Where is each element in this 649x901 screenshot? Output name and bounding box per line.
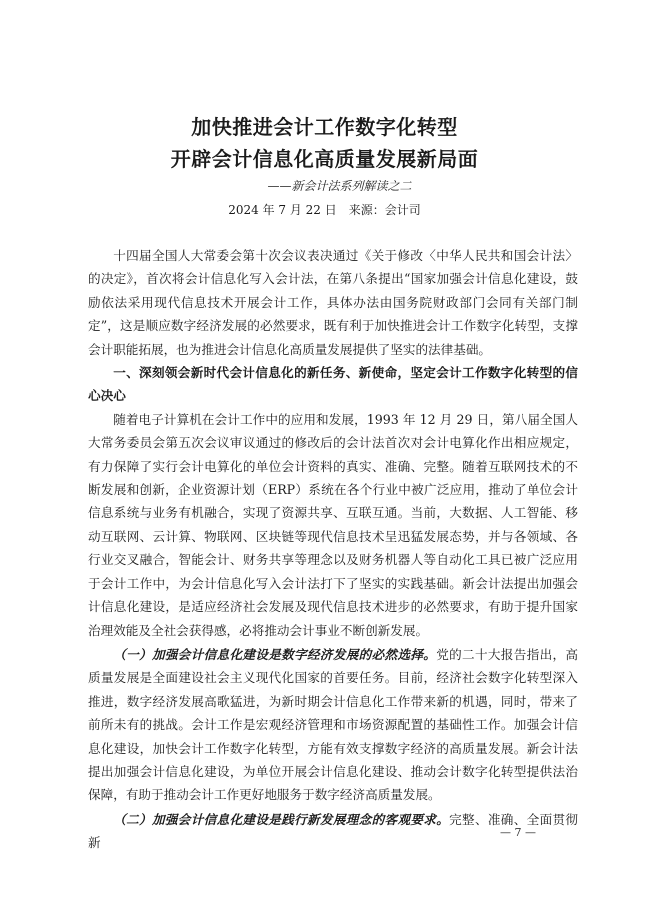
paragraph-text-2: 完整、准确、全面贯彻新 — [88, 811, 579, 851]
document-subtitle: ——新会计法系列解读之二 — [267, 179, 412, 193]
section-heading-1: 一、深刻领会新时代会计信息化的新任务、新使命，坚定会计工作数字化转型的信心决心 — [88, 365, 578, 404]
paragraph-text-1: 党的二十大报告指出，高质量发展是全面建设社会主义现代化国家的首要任务。目前，经济社会数字化转型深入推进，数字经济发展高歌猛进，为新时期会计信息化工作带来新的机遇，同时，带来了前所未有的挑战。会计工作是宏观经济管理和市场资源配置的基础性工作。加强会计信息化建设，加快会计工作数字化转型，方能有效支撑数字经济的高质量发展。新会计法提出加强会计信息化建设，为单位开展会计信息化建设、推动会计数字化转型提供法治保障，有助于推动会计工作更好地服务于数字经济高质量发展。 — [88, 646, 579, 803]
document-title-line-2: 开辟会计信息化高质量发展新局面 — [170, 147, 479, 171]
paragraph-lead-2: （二）加强会计信息化建设是践行新发展理念的客观要求。 — [113, 811, 450, 827]
document-title-line-1: 加快推进会计工作数字化转型 — [191, 115, 458, 139]
paragraph-lead-1: （一）加强会计信息化建设是数字经济发展的必然选择。 — [113, 646, 437, 662]
paragraph-intro: 十四届全国人大常委会第十次会议表决通过《关于修改〈中华人民共和国会计法〉的决定》，首次将会计信息化写入会计法，在第八条提出“国家加强会计信息化建设，鼓励依法采用现代信息技术开展会计工作，具体办法由国务院财政部门会同有关部门制定”，这是顺应数字经济发展的必然要求，既有利于加快推进会计工作数字化转型，支撑会计职能拓展，也为推进会计信息化高质量发展提供了坚实的法律基础。 — [88, 248, 578, 357]
paragraph-digital-economy — [88, 643, 578, 807]
paragraph-history: 随着电子计算机在会计工作中的应用和发展，1993 年 12 月 29 日，第八届全国人大常务委员会第五次会议审议通过的修改后的会计法首次对会计电算化作出相应规定，有力保障了实行会计电算化的单位会计资料的真实、准确、完整。随着互联网技术的不断发展和创新，企业资源计划（ERP）系统在各个行业中被广泛应用，推动了单位会计信息系统与业务有机融合，实现了资源共享、互联互通。当前，大数据、人工智能、移动互联网、云计算、物联网、区块链等现代信息技术呈迅猛发展态势，并与各领域、各行业交叉融合，智能会计、财务共享等理念以及财务机器人等自动化工具已被广泛应用于会计工作中，为会计信息化写入会计法打下了坚实的实践基础。新会计法提出加强会计信息化建设，是适应经济社会发展及现代信息技术进步的必然要求，有助于提升国家治理效能及全社会获得感，必将推动会计事业不断创新发展。 — [88, 411, 578, 638]
page-number: — 7 — — [500, 826, 536, 839]
document-date-source: 2024 年 7 月 22 日 来源：会计司 — [228, 203, 421, 217]
document-body — [88, 244, 578, 855]
